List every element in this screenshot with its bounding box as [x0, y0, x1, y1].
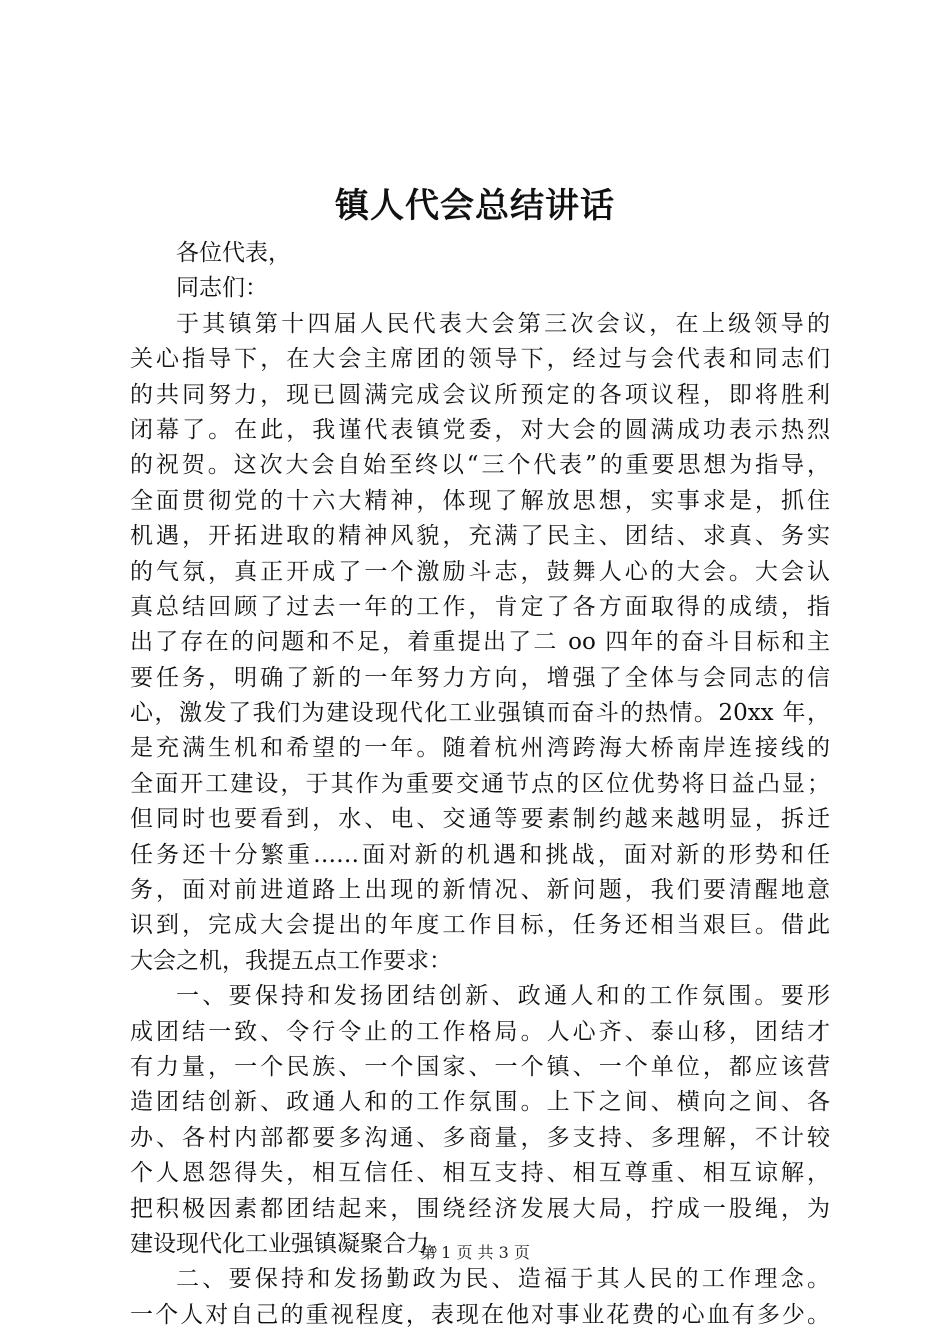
text-line: 任务还十分繁重……面对新的机遇和挑战，面对新的形势和任	[130, 841, 830, 868]
text-line: 一个人对自己的重视程度，表现在他对事业花费的心血有多少。	[130, 1301, 830, 1328]
text-line: 是充满生机和希望的一年。随着杭州湾跨海大桥南岸连接线的	[130, 735, 830, 762]
document-title: 镇人代会总结讲话	[335, 186, 615, 226]
text-line: 办、各村内部都要多沟通、多商量，多支持、多理解，不计较	[130, 1124, 830, 1151]
text-line: 闭幕了。在此，我谨代表镇党委，对大会的圆满成功表示热烈	[130, 416, 830, 443]
text-line: 的祝贺。这次大会自始至终以“三个代表”的重要思想为指导，	[130, 452, 830, 479]
text-line: 心，激发了我们为建设现代化工业强镇而奋斗的热情。20xx 年，	[130, 700, 830, 727]
text-line: 成团结一致、令行令止的工作格局。人心齐、泰山移，团结才	[130, 1018, 830, 1045]
text-line: 有力量，一个民族、一个国家、一个镇、一个单位，都应该营	[130, 1053, 830, 1080]
text-line: 建设现代化工业强镇凝聚合力。	[130, 1230, 452, 1257]
text-line: 同志们：	[176, 275, 268, 302]
text-line: 造团结创新、政通人和的工作氛围。上下之间、横向之间、各	[130, 1089, 830, 1116]
text-line: 二、要保持和发扬勤政为民、造福于其人民的工作理念。	[176, 1266, 830, 1293]
text-line: 但同时也要看到，水、电、交通等要素制约越来越明显，拆迁	[130, 806, 830, 833]
text-line: 一、要保持和发扬团结创新、政通人和的工作氛围。要形	[176, 983, 830, 1010]
text-line: 个人恩怨得失，相互信任、相互支持、相互尊重、相互谅解，	[130, 1160, 830, 1187]
text-line: 机遇，开拓进取的精神风貌，充满了民主、团结、求真、务实	[130, 523, 830, 550]
text-line: 出了存在的问题和不足，着重提出了二 oo 四年的奋斗目标和主	[130, 629, 830, 656]
text-line: 的气氛，真正开成了一个激励斗志，鼓舞人心的大会。大会认	[130, 558, 830, 585]
text-line: 把积极因素都团结起来，围绕经济发展大局，拧成一股绳，为	[130, 1195, 830, 1222]
text-line: 大会之机，我提五点工作要求：	[130, 947, 452, 974]
text-line: 全面开工建设，于其作为重要交通节点的区位优势将日益凸显；	[130, 770, 830, 797]
text-line: 于其镇第十四届人民代表大会第三次会议，在上级领导的	[176, 310, 830, 337]
document-body	[130, 236, 830, 1333]
text-line: 要任务，明确了新的一年努力方向，增强了全体与会同志的信	[130, 664, 830, 691]
text-line: 各位代表，	[176, 240, 291, 266]
text-line: 全面贯彻党的十六大精神，体现了解放思想，实事求是，抓住	[130, 487, 830, 514]
text-line: 关心指导下，在大会主席团的领导下，经过与会代表和同志们	[130, 346, 830, 373]
text-line: 识到，完成大会提出的年度工作目标，任务还相当艰巨。借此	[130, 912, 830, 939]
page-footer: 第 1 页 共 3 页	[420, 1243, 530, 1262]
text-line: 真总结回顾了过去一年的工作，肯定了各方面取得的成绩，指	[130, 593, 830, 620]
text-line: 务，面对前进道路上出现的新情况、新问题，我们要清醒地意	[130, 877, 830, 904]
text-line: 的共同努力，现已圆满完成会议所预定的各项议程，即将胜利	[130, 381, 830, 408]
